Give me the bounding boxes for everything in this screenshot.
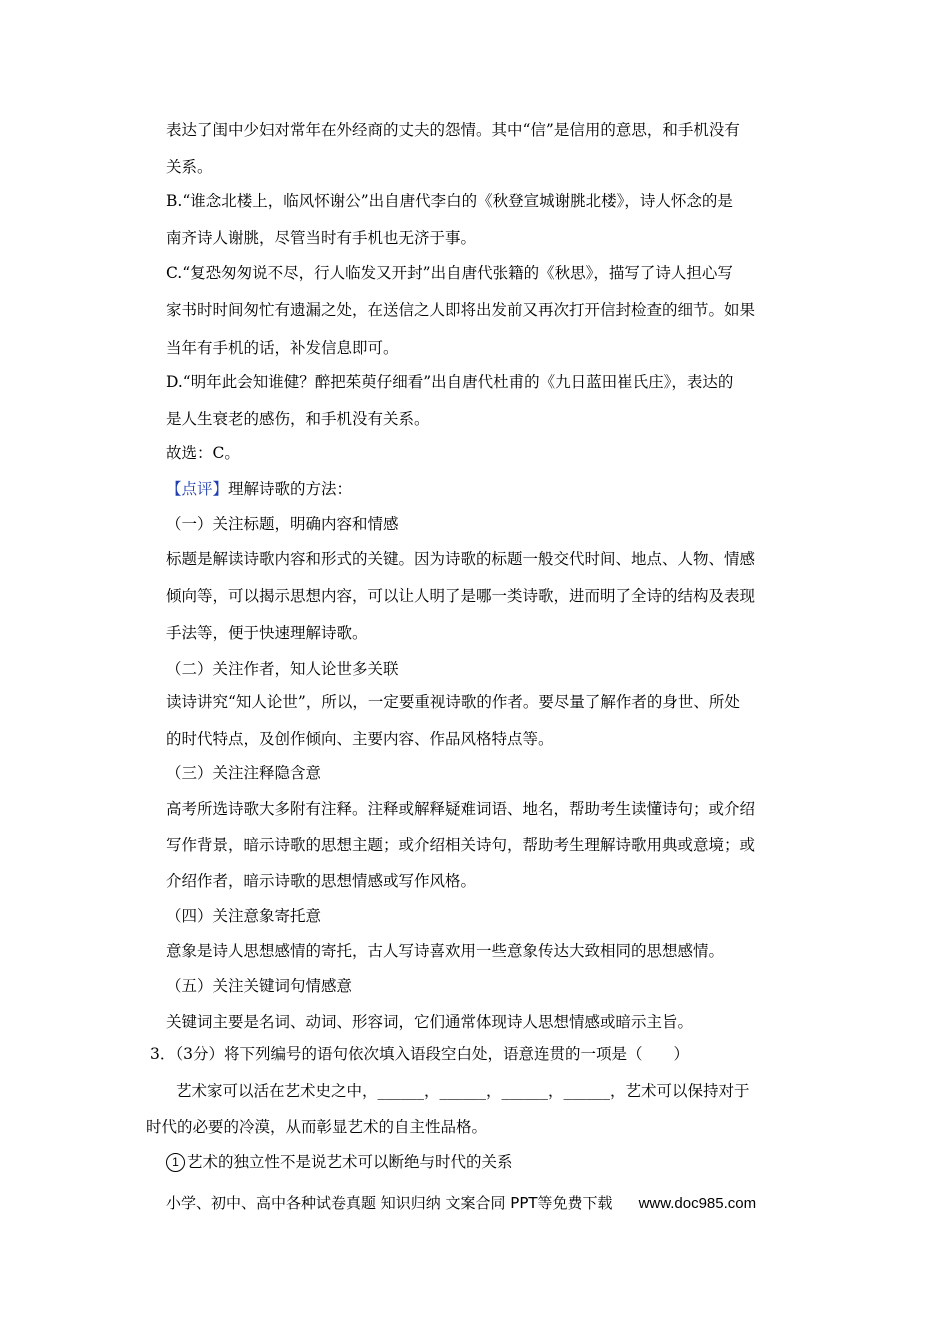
footer-text: 小学、初中、高中各种试卷真题 知识归纳 文案合同 PPT等免费下载 — [166, 1194, 613, 1212]
method-heading-4: （四）关注意象寄托意 — [166, 907, 322, 925]
answer-choice: 故选：C。 — [166, 444, 240, 462]
answer-line-7: 当年有手机的话，补发信息即可。 — [166, 339, 399, 357]
method-line: 写作背景，暗示诗歌的思想主题；或介绍相关诗句，帮助考生理解诗歌用典或意境；或 — [166, 836, 756, 854]
answer-line-9: 是人生衰老的感伤，和手机没有关系。 — [166, 410, 430, 428]
method-line: 读诗讲究“知人论世”，所以，一定要重视诗歌的作者。要尽量了解作者的身世、所处 — [166, 693, 740, 711]
question-option-1 — [166, 1152, 513, 1172]
answer-line-5: C.“复恐匆匆说不尽，行人临发又开封”出自唐代张籍的《秋思》，描写了诗人担心写 — [166, 264, 733, 282]
page-footer — [166, 1192, 756, 1213]
method-line: 意象是诗人思想感情的寄托，古人写诗喜欢用一些意象传达大致相同的思想感情。 — [166, 942, 725, 960]
method-line: 关键词主要是名词、动词、形容词，它们通常体现诗人思想情感或暗示主旨。 — [166, 1013, 694, 1031]
answer-line-3: B.“谁念北楼上，临风怀谢公”出自唐代李白的《秋登宣城谢朓北楼》，诗人怀念的是 — [166, 192, 733, 210]
method-heading-3: （三）关注注释隐含意 — [166, 764, 322, 782]
answer-line-4: 南齐诗人谢朓，尽管当时有手机也无济于事。 — [166, 229, 477, 247]
question-stem: 3．（3分）将下列编号的语句依次填入语段空白处，语意连贯的一项是（ ） — [150, 1045, 689, 1063]
question-paragraph-line-1: 艺术家可以活在艺术史之中，______，______，______，______，艺术可以保持对于 — [176, 1082, 750, 1100]
method-line: 介绍作者，暗示诗歌的思想情感或写作风格。 — [166, 872, 477, 890]
method-line: 倾向等，可以揭示思想内容，可以让人明了是哪一类诗歌，进而明了全诗的结构及表现 — [166, 587, 756, 605]
method-heading-1: （一）关注标题，明确内容和情感 — [166, 515, 399, 533]
method-heading-5: （五）关注关键词句情感意 — [166, 977, 353, 995]
method-line: 的时代特点，及创作倾向、主要内容、作品风格特点等。 — [166, 730, 554, 748]
answer-line-2: 关系。 — [166, 158, 213, 176]
footer-url: www.doc985.com — [638, 1195, 757, 1212]
comment-label: 【点评】 — [166, 480, 229, 498]
question-paragraph-line-2: 时代的必要的冷漠，从而彰显艺术的自主性品格。 — [146, 1118, 488, 1136]
method-line: 高考所选诗歌大多附有注释。注释或解释疑难词语、地名，帮助考生读懂诗句；或介绍 — [166, 800, 756, 818]
answer-line-6: 家书时时间匆忙有遗漏之处，在送信之人即将出发前又再次打开信封检查的细节。如果 — [166, 301, 756, 319]
method-line: 标题是解读诗歌内容和形式的关键。因为诗歌的标题一般交代时间、地点、人物、情感 — [166, 550, 756, 568]
option-1-text: 艺术的独立性不是说艺术可以断绝与时代的关系 — [187, 1153, 513, 1171]
comment-text: 理解诗歌的方法： — [228, 480, 353, 498]
method-line: 手法等，便于快速理解诗歌。 — [166, 624, 368, 642]
answer-line-8: D.“明年此会知谁健？醉把茱萸仔细看”出自唐代杜甫的《九日蓝田崔氏庄》，表达的 — [166, 373, 734, 391]
answer-line-1: 表达了闺中少妇对常年在外经商的丈夫的怨情。其中“信”是信用的意思，和手机没有 — [166, 121, 740, 139]
method-heading-2: （二）关注作者，知人论世多关联 — [166, 660, 399, 678]
comment-line — [166, 479, 352, 499]
circled-number-1: 1 — [166, 1153, 185, 1172]
